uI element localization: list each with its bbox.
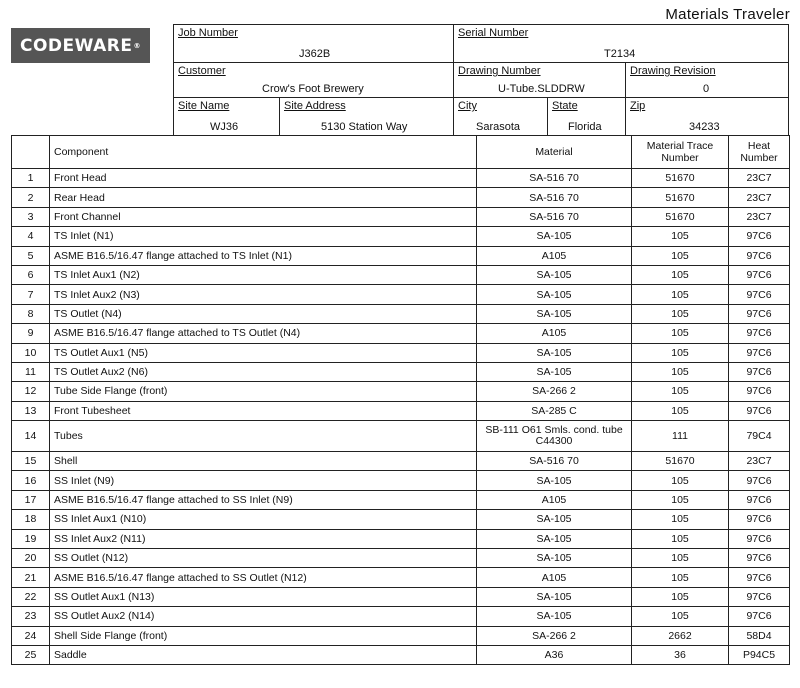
company-logo — [11, 28, 150, 63]
drawing-revision-label: Drawing Revision — [630, 65, 716, 77]
zip-value: 34233 — [689, 121, 720, 133]
trace-number-cell: 105 — [632, 362, 729, 381]
material-cell: SA-105 — [477, 362, 632, 381]
component-name: TS Outlet (N4) — [50, 304, 477, 323]
heat-number-cell: 97C6 — [729, 304, 790, 323]
trace-number-cell: 111 — [632, 421, 729, 452]
heat-number-cell: 97C6 — [729, 607, 790, 626]
row-number: 14 — [12, 421, 50, 452]
component-name: Saddle — [50, 645, 477, 664]
job-number-cell — [173, 24, 454, 63]
trace-number-cell: 105 — [632, 607, 729, 626]
material-cell: SA-105 — [477, 265, 632, 284]
row-number: 6 — [12, 265, 50, 284]
trace-number-cell: 105 — [632, 529, 729, 548]
material-cell: SA-516 70 — [477, 188, 632, 207]
component-name: TS Inlet Aux1 (N2) — [50, 265, 477, 284]
drawing-number-label: Drawing Number — [458, 65, 541, 77]
row-number: 7 — [12, 285, 50, 304]
customer-cell — [173, 62, 454, 98]
row-number: 8 — [12, 304, 50, 323]
heat-number-cell: 23C7 — [729, 207, 790, 226]
serial-number-value: T2134 — [604, 48, 636, 60]
table-row — [12, 587, 790, 606]
row-number: 17 — [12, 490, 50, 509]
row-number: 19 — [12, 529, 50, 548]
component-name: SS Inlet Aux1 (N10) — [50, 510, 477, 529]
heat-number-cell: 23C7 — [729, 188, 790, 207]
table-row — [12, 490, 790, 509]
trace-number-cell: 105 — [632, 343, 729, 362]
site-address-label: Site Address — [284, 100, 346, 112]
trace-number-cell: 51670 — [632, 207, 729, 226]
drawing-number-cell — [453, 62, 626, 98]
trace-number-cell: 105 — [632, 246, 729, 265]
row-number: 16 — [12, 471, 50, 490]
table-row — [12, 207, 790, 226]
component-name: SS Outlet Aux2 (N14) — [50, 607, 477, 626]
table-row — [12, 285, 790, 304]
component-name: SS Inlet (N9) — [50, 471, 477, 490]
table-header-row — [12, 136, 790, 169]
row-number: 18 — [12, 510, 50, 529]
material-cell: A36 — [477, 645, 632, 664]
zip-cell — [625, 97, 789, 136]
trace-number-cell: 36 — [632, 645, 729, 664]
row-number: 11 — [12, 362, 50, 381]
drawing-number-value: U-Tube.SLDDRW — [498, 83, 585, 95]
serial-number-cell — [453, 24, 789, 63]
component-name: Tubes — [50, 421, 477, 452]
material-cell: SA-105 — [477, 285, 632, 304]
material-cell: SA-266 2 — [477, 626, 632, 645]
heat-number-cell: 97C6 — [729, 490, 790, 509]
state-label: State — [552, 100, 578, 112]
table-row — [12, 343, 790, 362]
table-row — [12, 549, 790, 568]
trace-number-cell: 51670 — [632, 169, 729, 188]
heat-number-cell: 97C6 — [729, 343, 790, 362]
heat-number-cell: 97C6 — [729, 401, 790, 420]
heat-number-cell: 23C7 — [729, 169, 790, 188]
row-number: 15 — [12, 452, 50, 471]
trace-number-cell: 2662 — [632, 626, 729, 645]
trace-number-cell: 105 — [632, 549, 729, 568]
material-cell: A105 — [477, 490, 632, 509]
trace-number-cell: 105 — [632, 587, 729, 606]
component-name: TS Inlet Aux2 (N3) — [50, 285, 477, 304]
trace-number-cell: 105 — [632, 568, 729, 587]
material-cell: A105 — [477, 568, 632, 587]
component-name: Rear Head — [50, 188, 477, 207]
material-cell: SA-105 — [477, 549, 632, 568]
material-cell: SA-105 — [477, 510, 632, 529]
row-number: 4 — [12, 227, 50, 246]
column-header-number — [12, 136, 50, 169]
site-name-cell — [173, 97, 280, 136]
trace-number-cell: 105 — [632, 471, 729, 490]
column-header-component: Component — [50, 136, 477, 169]
state-value: Florida — [568, 121, 602, 133]
site-name-label: Site Name — [178, 100, 230, 112]
table-row — [12, 362, 790, 381]
material-cell: SA-516 70 — [477, 452, 632, 471]
heat-number-cell: 97C6 — [729, 471, 790, 490]
trace-number-cell: 105 — [632, 265, 729, 284]
material-cell: SA-105 — [477, 587, 632, 606]
material-cell: SA-285 C — [477, 401, 632, 420]
heat-number-cell: 97C6 — [729, 587, 790, 606]
table-row — [12, 421, 790, 452]
zip-label: Zip — [630, 100, 646, 112]
site-address-cell — [279, 97, 454, 136]
trace-number-cell: 105 — [632, 285, 729, 304]
table-body — [12, 169, 790, 665]
table-row — [12, 626, 790, 645]
table-row — [12, 324, 790, 343]
material-cell: A105 — [477, 246, 632, 265]
table-row — [12, 265, 790, 284]
city-value: Sarasota — [476, 121, 521, 133]
component-name: Front Tubesheet — [50, 401, 477, 420]
row-number: 21 — [12, 568, 50, 587]
customer-label: Customer — [178, 65, 226, 77]
table-row — [12, 246, 790, 265]
component-name: TS Outlet Aux1 (N5) — [50, 343, 477, 362]
material-cell: SA-105 — [477, 529, 632, 548]
row-number: 9 — [12, 324, 50, 343]
table-row — [12, 510, 790, 529]
trace-number-cell: 105 — [632, 401, 729, 420]
job-number-value: J362B — [299, 48, 331, 60]
component-name: SS Outlet (N12) — [50, 549, 477, 568]
material-cell: SA-105 — [477, 471, 632, 490]
component-name: ASME B16.5/16.47 flange attached to TS Inlet (N1) — [50, 246, 477, 265]
component-name: Front Head — [50, 169, 477, 188]
row-number: 10 — [12, 343, 50, 362]
heat-number-cell: 58D4 — [729, 626, 790, 645]
material-cell: SA-105 — [477, 607, 632, 626]
heat-number-cell: 97C6 — [729, 529, 790, 548]
trace-number-cell: 105 — [632, 227, 729, 246]
component-name: SS Inlet Aux2 (N11) — [50, 529, 477, 548]
trace-number-cell: 105 — [632, 304, 729, 323]
material-cell: SA-516 70 — [477, 169, 632, 188]
material-cell: SA-105 — [477, 304, 632, 323]
component-name: Shell Side Flange (front) — [50, 626, 477, 645]
row-number: 3 — [12, 207, 50, 226]
heat-number-cell: 97C6 — [729, 362, 790, 381]
table-row — [12, 304, 790, 323]
heat-number-cell: 97C6 — [729, 382, 790, 401]
column-header-heat-number: Heat Number — [729, 136, 790, 169]
drawing-revision-cell — [625, 62, 789, 98]
row-number: 25 — [12, 645, 50, 664]
table-row — [12, 529, 790, 548]
heat-number-cell: 97C6 — [729, 265, 790, 284]
heat-number-cell: P94C5 — [729, 645, 790, 664]
heat-number-cell: 23C7 — [729, 452, 790, 471]
table-row — [12, 452, 790, 471]
heat-number-cell: 97C6 — [729, 510, 790, 529]
component-name: ASME B16.5/16.47 flange attached to TS Outlet (N4) — [50, 324, 477, 343]
logo-text: CODEWARE — [20, 35, 133, 56]
table-row — [12, 471, 790, 490]
heat-number-cell: 97C6 — [729, 285, 790, 304]
material-cell: A105 — [477, 324, 632, 343]
table-row — [12, 227, 790, 246]
table-row — [12, 645, 790, 664]
row-number: 22 — [12, 587, 50, 606]
component-name: TS Inlet (N1) — [50, 227, 477, 246]
site-name-value: WJ36 — [210, 121, 239, 133]
component-name: SS Outlet Aux1 (N13) — [50, 587, 477, 606]
document-title: Materials Traveler — [665, 6, 790, 23]
logo-registered-mark: ® — [133, 41, 141, 50]
component-name: ASME B16.5/16.47 flange attached to SS Outlet (N12) — [50, 568, 477, 587]
component-name: Front Channel — [50, 207, 477, 226]
table-row — [12, 607, 790, 626]
column-header-material: Material — [477, 136, 632, 169]
drawing-revision-value: 0 — [703, 83, 710, 95]
table-row — [12, 568, 790, 587]
trace-number-cell: 51670 — [632, 188, 729, 207]
row-number: 1 — [12, 169, 50, 188]
city-cell — [453, 97, 548, 136]
component-name: Tube Side Flange (front) — [50, 382, 477, 401]
heat-number-cell: 79C4 — [729, 421, 790, 452]
row-number: 13 — [12, 401, 50, 420]
material-cell: SA-105 — [477, 343, 632, 362]
heat-number-cell: 97C6 — [729, 568, 790, 587]
material-cell: SA-105 — [477, 227, 632, 246]
trace-number-cell: 105 — [632, 382, 729, 401]
heat-number-cell: 97C6 — [729, 246, 790, 265]
state-cell — [547, 97, 626, 136]
row-number: 23 — [12, 607, 50, 626]
trace-number-cell: 105 — [632, 510, 729, 529]
table-row — [12, 401, 790, 420]
customer-value: Crow's Foot Brewery — [262, 83, 364, 95]
component-name: ASME B16.5/16.47 flange attached to SS Inlet (N9) — [50, 490, 477, 509]
table-row — [12, 169, 790, 188]
column-header-trace-number: Material Trace Number — [632, 136, 729, 169]
city-label: City — [458, 100, 477, 112]
materials-table — [11, 135, 790, 665]
heat-number-cell: 97C6 — [729, 549, 790, 568]
heat-number-cell: 97C6 — [729, 227, 790, 246]
component-name: Shell — [50, 452, 477, 471]
trace-number-cell: 51670 — [632, 452, 729, 471]
material-cell: SB-111 O61 Smls. cond. tube C44300 — [477, 421, 632, 452]
component-name: TS Outlet Aux2 (N6) — [50, 362, 477, 381]
row-number: 5 — [12, 246, 50, 265]
material-cell: SA-516 70 — [477, 207, 632, 226]
heat-number-cell: 97C6 — [729, 324, 790, 343]
row-number: 2 — [12, 188, 50, 207]
row-number: 20 — [12, 549, 50, 568]
serial-number-label: Serial Number — [458, 27, 529, 39]
table-row — [12, 382, 790, 401]
trace-number-cell: 105 — [632, 490, 729, 509]
table-row — [12, 188, 790, 207]
job-number-label: Job Number — [178, 27, 238, 39]
material-cell: SA-266 2 — [477, 382, 632, 401]
site-address-value: 5130 Station Way — [321, 121, 408, 133]
trace-number-cell: 105 — [632, 324, 729, 343]
row-number: 24 — [12, 626, 50, 645]
row-number: 12 — [12, 382, 50, 401]
